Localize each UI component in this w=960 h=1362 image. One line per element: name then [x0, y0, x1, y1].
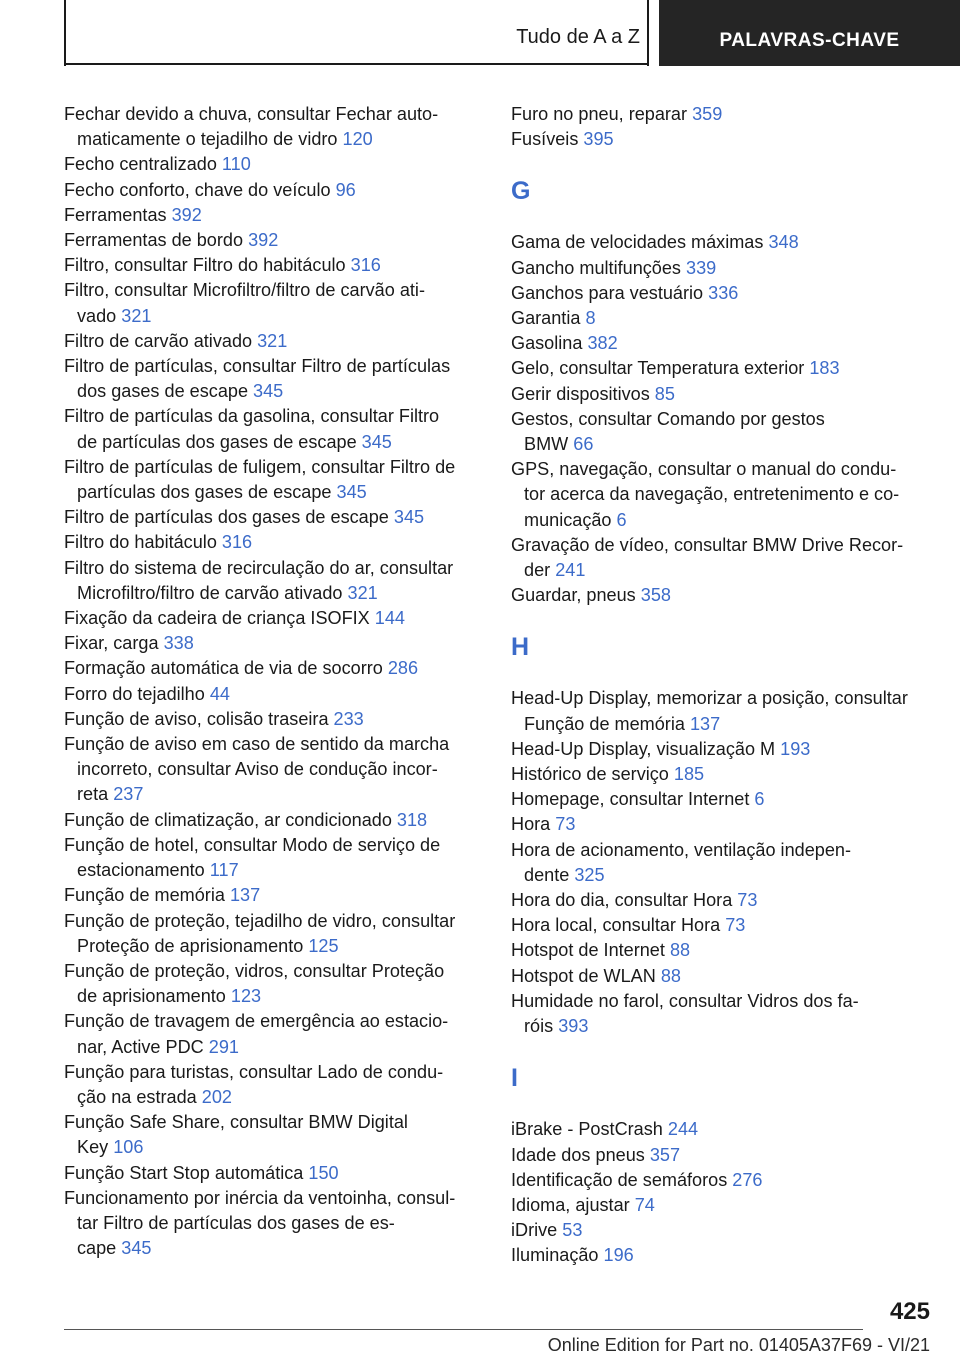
index-entry — [511, 256, 941, 281]
index-entry — [64, 606, 484, 631]
index-entry-text: Gasolina — [511, 333, 583, 354]
index-entry-text: Função de aviso em caso de sentido da marcha — [64, 734, 450, 755]
index-entry — [511, 583, 941, 608]
page-reference-link[interactable]: 53 — [562, 1220, 583, 1241]
page-reference-link[interactable]: 276 — [732, 1169, 763, 1190]
index-entry-text: GPS, navegação, consultar o manual do condu- — [511, 459, 897, 480]
index-column-right — [511, 102, 941, 1269]
index-entry-text: Fechar devido a chuva, consultar Fechar auto- — [64, 104, 439, 124]
page-reference-link[interactable]: 183 — [809, 358, 840, 379]
index-entry — [511, 737, 941, 762]
index-entry-text: Função Safe Share, consultar BMW Digital — [64, 1112, 408, 1133]
index-entry-text: Humidade no farol, consultar Vidros dos fa- — [511, 990, 859, 1011]
index-entry — [64, 228, 484, 253]
page-reference-link[interactable]: 237 — [113, 784, 144, 805]
index-entry — [511, 1218, 941, 1243]
index-letter-heading: H — [511, 633, 530, 662]
index-entry — [511, 913, 941, 938]
index-entry — [511, 1193, 941, 1218]
keywords-tab-label: PALAVRAS-CHAVE — [719, 30, 900, 51]
page-reference-link[interactable]: 291 — [208, 1036, 239, 1057]
index-entry-text: Iluminação — [511, 1245, 599, 1266]
page-reference-link[interactable]: 193 — [780, 738, 811, 759]
page-reference-link[interactable]: 345 — [393, 507, 425, 528]
page-reference-link[interactable]: 392 — [248, 230, 279, 251]
index-entry — [511, 356, 941, 381]
index-entry-text: Gravação de vídeo, consultar BMW Drive Recor- — [511, 534, 904, 555]
index-entry — [511, 838, 941, 888]
index-entry — [511, 533, 941, 583]
page-reference-link[interactable]: 357 — [649, 1144, 681, 1165]
index-entry-text: róis — [524, 1016, 554, 1037]
index-entry-text: Hora local, consultar Hora — [511, 915, 721, 936]
index-entry-text: BMW — [524, 434, 569, 455]
index-entry-text: Fusíveis — [511, 129, 579, 150]
index-entry — [64, 833, 484, 883]
page-reference-link[interactable]: 8 — [585, 308, 596, 329]
index-entry-text: Função de proteção, tejadilho de vidro, consultar — [64, 910, 456, 931]
index-entry-text: dos gases de escape — [77, 381, 249, 402]
page-reference-link[interactable]: 393 — [558, 1016, 589, 1037]
section-title: Tudo de A a Z — [516, 26, 640, 48]
index-entry-text: Idioma, ajustar — [511, 1194, 630, 1215]
index-entry-text: maticamente o tejadilho de vidro — [77, 129, 338, 150]
index-entry-text: Filtro de partículas de fuligem, consultar Filtro de — [64, 456, 456, 477]
footer-rule — [64, 1329, 863, 1330]
index-entry — [511, 1117, 941, 1142]
index-entry-text: Gelo, consultar Temperatura exterior — [511, 358, 805, 379]
index-entry — [64, 152, 484, 177]
index-entry — [64, 732, 484, 808]
index-entry-text: iDrive — [511, 1220, 558, 1241]
index-entry-text: tar Filtro de partículas dos gases de es- — [77, 1212, 395, 1233]
index-entry-text: municação — [524, 509, 612, 530]
page-reference-link[interactable]: 117 — [209, 860, 239, 881]
page-reference-link[interactable]: 286 — [387, 658, 419, 679]
header-rule-left — [64, 0, 66, 66]
index-entry-text: Microfiltro/filtro de carvão ativado — [77, 582, 343, 603]
index-entry — [64, 253, 484, 278]
page-reference-link[interactable]: 316 — [350, 255, 381, 276]
index-entry — [64, 909, 484, 959]
index-entry-text: Gama de velocidades máximas — [511, 232, 764, 253]
page-reference-link[interactable]: 358 — [640, 585, 671, 606]
index-entry-text: Ferramentas de bordo — [64, 230, 244, 251]
page-reference-link[interactable]: 348 — [768, 232, 799, 253]
index-entry — [64, 404, 484, 454]
index-entry-text: Filtro de partículas da gasolina, consultar Filtro — [64, 406, 440, 427]
index-entry-text: Filtro do habitáculo — [64, 532, 217, 553]
page-reference-link[interactable]: 196 — [603, 1245, 634, 1266]
page-reference-link[interactable]: 321 — [347, 582, 378, 603]
index-entry — [64, 530, 484, 555]
header-rule-divider — [647, 0, 649, 66]
index-entry-text: vado — [77, 305, 117, 326]
index-entry-text: Gancho multifunções — [511, 257, 681, 278]
index-entry — [64, 707, 484, 732]
index-entry-text: Proteção de aprisionamento — [77, 935, 304, 956]
index-entry-text: Função para turistas, consultar Lado de condu- — [64, 1061, 444, 1082]
index-entry — [64, 102, 484, 152]
index-column-left — [64, 102, 484, 1261]
page-reference-link[interactable]: 395 — [583, 129, 614, 150]
page-reference-link[interactable]: 382 — [587, 333, 618, 354]
index-entry-text: Idade dos pneus — [511, 1144, 645, 1165]
index-entry-text: Função de aviso, colisão traseira — [64, 708, 329, 729]
index-entry — [511, 787, 941, 812]
index-entry — [64, 1009, 484, 1059]
index-entry — [64, 1060, 484, 1110]
index-entry-text: Garantia — [511, 308, 581, 329]
index-entry-text: Head-Up Display, memorizar a posição, consultar — [511, 688, 908, 709]
index-entry-text: Hotspot de WLAN — [511, 965, 656, 986]
page-reference-link[interactable]: 241 — [555, 560, 586, 581]
index-entry-text: Head-Up Display, visualização M — [511, 738, 776, 759]
page-reference-link[interactable]: 137 — [229, 885, 261, 906]
index-entry — [511, 230, 941, 255]
index-entry — [64, 959, 484, 1009]
page-reference-link[interactable]: 110 — [221, 154, 251, 175]
page-reference-link[interactable]: 44 — [209, 683, 230, 704]
index-entry-text: estacionamento — [77, 860, 205, 881]
index-entry — [511, 306, 941, 331]
index-entry-text: dente — [524, 864, 570, 885]
page-reference-link[interactable]: 338 — [163, 633, 194, 654]
index-entry-text: Identificação de semáforos — [511, 1169, 728, 1190]
index-entry-text: Key — [77, 1137, 109, 1158]
page-number: 425 — [889, 1298, 930, 1325]
page-reference-link[interactable]: 244 — [667, 1119, 699, 1140]
page-reference-link[interactable]: 185 — [673, 764, 705, 785]
page-reference-link[interactable]: 321 — [121, 305, 152, 326]
page-reference-link[interactable]: 316 — [221, 532, 253, 553]
index-entry-text: de aprisionamento — [77, 986, 226, 1007]
page-reference-link[interactable]: 336 — [708, 282, 739, 303]
index-entry-text: nar, Active PDC — [77, 1036, 204, 1057]
page-reference-link[interactable]: 345 — [361, 431, 392, 452]
index-entry-text: Filtro, consultar Filtro do habitáculo — [64, 255, 346, 276]
index-entry — [64, 631, 484, 656]
page-reference-link[interactable]: 345 — [121, 1238, 152, 1259]
index-entry — [64, 1110, 484, 1160]
page-reference-link[interactable]: 137 — [689, 713, 721, 734]
index-entry-text: Gestos, consultar Comando por gestos — [511, 408, 825, 429]
index-entry-text: ção na estrada — [77, 1086, 197, 1107]
index-entry-text: Forro do tejadilho — [64, 683, 205, 704]
index-entry-text: Filtro de partículas, consultar Filtro de partículas — [64, 356, 451, 377]
page-reference-link[interactable]: 202 — [201, 1086, 232, 1107]
index-entry — [64, 278, 484, 328]
page-reference-link[interactable]: 318 — [396, 809, 428, 830]
index-entry-text: Fecho centralizado — [64, 154, 217, 175]
index-entry-text: Hotspot de Internet — [511, 940, 665, 961]
page-reference-link[interactable]: 74 — [634, 1194, 655, 1215]
index-entry — [511, 812, 941, 837]
index-entry — [64, 1161, 484, 1186]
index-entry-text: Fixação da cadeira de criança ISOFIX — [64, 608, 370, 629]
header-rule-bottom — [64, 63, 649, 65]
index-entry — [64, 455, 484, 505]
index-entry-text: Filtro de carvão ativado — [64, 330, 253, 351]
index-letter-heading: G — [511, 177, 531, 206]
page-reference-link[interactable]: 66 — [573, 434, 594, 455]
page-reference-link[interactable]: 120 — [342, 129, 373, 150]
index-entry — [511, 964, 941, 989]
index-letter-heading: I — [511, 1064, 518, 1093]
index-entry-text: Formação automática de via de socorro — [64, 658, 383, 679]
index-entry-text: cape — [77, 1238, 117, 1259]
index-entry-text: Guardar, pneus — [511, 585, 636, 606]
index-entry — [511, 762, 941, 787]
index-entry-text: Função de memória — [524, 713, 685, 734]
index-entry — [511, 888, 941, 913]
index-entry-text: der — [524, 560, 551, 581]
index-entry — [64, 505, 484, 530]
page-reference-link[interactable]: 359 — [692, 104, 723, 124]
page-reference-link[interactable]: 125 — [308, 935, 339, 956]
index-entry-text: tor acerca da navegação, entretenimento e co- — [524, 484, 900, 505]
index-entry-text: Ferramentas — [64, 204, 167, 225]
index-entry — [511, 382, 941, 407]
index-entry — [64, 656, 484, 681]
index-entry-text: Função de hotel, consultar Modo de serviço de — [64, 834, 441, 855]
index-entry-text: Filtro do sistema de recirculação do ar, consultar — [64, 557, 454, 578]
index-entry-text: Histórico de serviço — [511, 764, 669, 785]
index-entry — [511, 331, 941, 356]
index-entry — [64, 808, 484, 833]
page-reference-link[interactable]: 106 — [113, 1137, 144, 1158]
page-reference-link[interactable]: 123 — [230, 986, 262, 1007]
page-reference-link[interactable]: 345 — [336, 482, 367, 503]
page-reference-link[interactable]: 233 — [333, 708, 364, 729]
index-entry-text: Filtro de partículas dos gases de escape — [64, 507, 389, 528]
page-reference-link[interactable]: 6 — [754, 789, 765, 810]
page-reference-link[interactable]: 345 — [253, 381, 284, 402]
index-entry — [64, 682, 484, 707]
index-entry — [64, 1186, 484, 1262]
index-entry — [511, 1143, 941, 1168]
index-entry — [64, 329, 484, 354]
index-entry-text: Função de travagem de emergência ao estacio- — [64, 1011, 449, 1032]
page-reference-link[interactable]: 73 — [725, 915, 746, 936]
page-reference-link[interactable]: 6 — [616, 509, 627, 530]
index-entry — [511, 407, 941, 457]
page-reference-link[interactable]: 73 — [737, 890, 758, 911]
index-entry — [511, 938, 941, 963]
index-entry-text: Fecho conforto, chave do veículo — [64, 179, 331, 200]
index-entry — [64, 203, 484, 228]
index-entry-text: Ganchos para vestuário — [511, 282, 704, 303]
index-entry — [64, 883, 484, 908]
keywords-tab[interactable] — [659, 0, 960, 66]
index-entry-text: Função de memória — [64, 885, 225, 906]
index-entry-text: iBrake - PostCrash — [511, 1119, 663, 1140]
index-entry — [511, 1168, 941, 1193]
index-entry-text: Hora do dia, consultar Hora — [511, 890, 733, 911]
index-entry-text: Funcionamento por inércia da ventoinha, consul- — [64, 1187, 456, 1208]
index-entry — [511, 686, 941, 736]
index-entry — [511, 127, 941, 152]
index-entry-text: de partículas dos gases de escape — [77, 431, 357, 452]
index-entry-text: Função de climatização, ar condicionado — [64, 809, 392, 830]
page-reference-link[interactable]: 339 — [686, 257, 717, 278]
page-reference-link[interactable]: 88 — [669, 940, 691, 961]
index-entry-text: Função de proteção, vidros, consultar Proteção — [64, 960, 445, 981]
index-entry-text: Filtro, consultar Microfiltro/filtro de carvão ati- — [64, 280, 425, 301]
index-entry — [511, 281, 941, 306]
page-reference-link[interactable]: 325 — [574, 864, 605, 885]
index-entry-text: Função Start Stop automática — [64, 1162, 304, 1183]
index-entry-text: Hora de acionamento, ventilação indepen- — [511, 839, 851, 860]
index-entry-text: incorreto, consultar Aviso de condução incor- — [77, 759, 438, 780]
page-reference-link[interactable]: 88 — [660, 965, 681, 986]
index-entry — [511, 1243, 941, 1268]
index-entry-text: partículas dos gases de escape — [77, 482, 332, 503]
index-entry — [511, 989, 941, 1039]
index-entry-text: Homepage, consultar Internet — [511, 789, 750, 810]
index-entry-text: Hora — [511, 814, 551, 835]
index-entry — [64, 556, 484, 606]
index-entry-text: Gerir dispositivos — [511, 383, 650, 404]
index-entry — [511, 102, 941, 127]
page-reference-link[interactable]: 96 — [335, 179, 356, 200]
page-reference-link[interactable]: 150 — [308, 1162, 339, 1183]
page-reference-link[interactable]: 144 — [374, 608, 405, 629]
page-reference-link[interactable]: 392 — [171, 204, 202, 225]
page-reference-link[interactable]: 321 — [257, 330, 288, 351]
footer-edition: Online Edition for Part no. 01405A37F69 - VI/21 — [547, 1335, 930, 1355]
index-entry — [511, 457, 941, 533]
page-reference-link[interactable]: 73 — [555, 814, 576, 835]
index-entry-text: reta — [77, 784, 109, 805]
index-entry-text: Furo no pneu, reparar — [511, 104, 688, 124]
page-reference-link[interactable]: 85 — [654, 383, 675, 404]
index-entry — [64, 354, 484, 404]
index-entry — [64, 178, 484, 203]
index-entry-text: Fixar, carga — [64, 633, 159, 654]
